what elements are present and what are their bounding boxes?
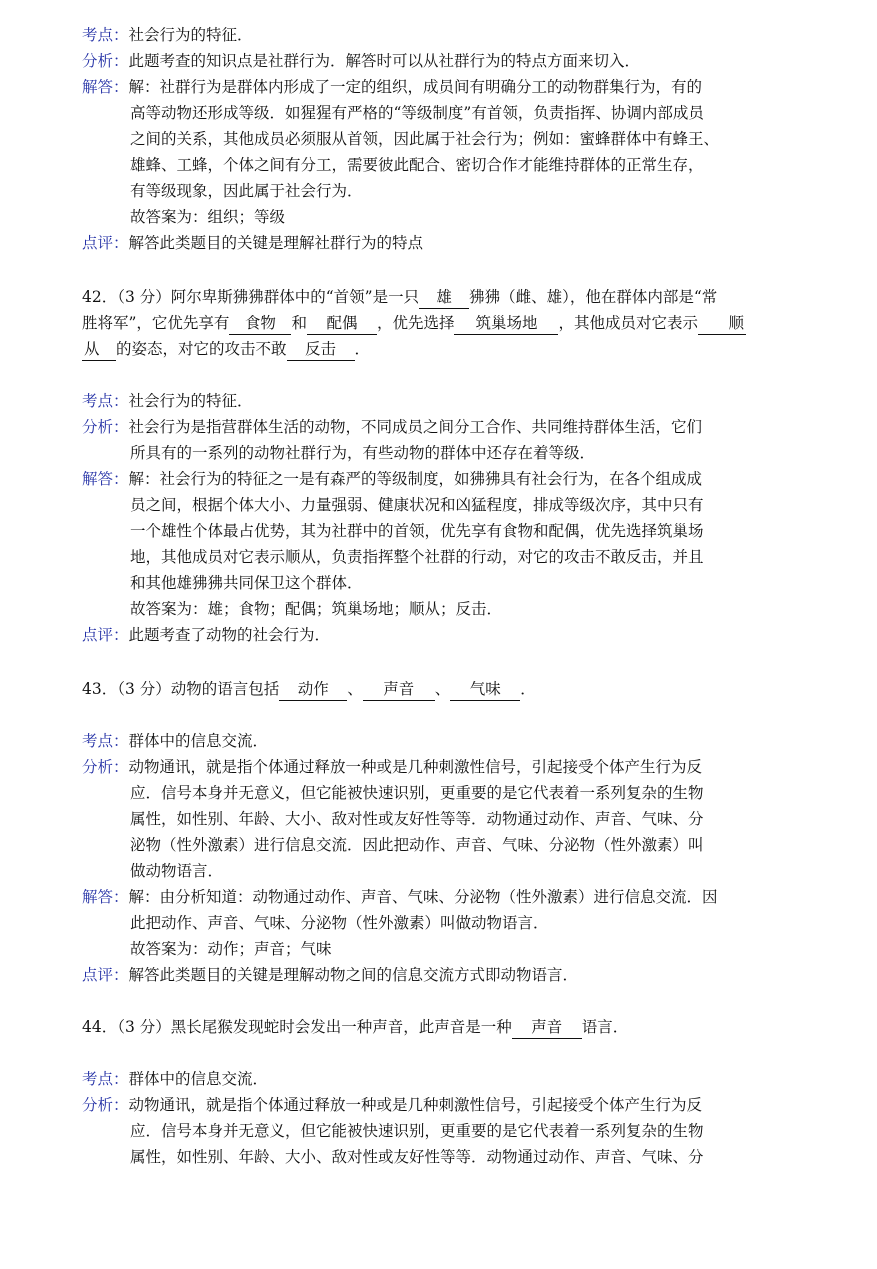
- dianping-row: [82, 622, 782, 648]
- jieda-line: 高等动物还形成等级．如猩猩有严格的“等级制度”有首领，负责指挥、协调内部成员: [130, 104, 704, 122]
- fenxi-line: 所具有的一系列的动物社群行为，有些动物的群体中还存在着等级．: [130, 444, 596, 462]
- jieda-line: 员之间，根据个体大小、力量强弱、健康状况和凶猛程度，排成等级次序，其中只有: [130, 496, 704, 514]
- jieda-label: 解答：: [82, 470, 129, 488]
- question-text: 狒狒（雌、雄），他在群体内部是“常: [469, 288, 718, 306]
- solution-41: [82, 22, 782, 256]
- jieda-row: [82, 884, 782, 910]
- fenxi-label: 分析：: [82, 1096, 129, 1114]
- jieda-line: 有等级现象，因此属于社会行为．: [130, 182, 363, 200]
- fenxi-line: 动物通讯，就是指个体通过释放一种或是几种刺激性信号，引起接受个体产生行为反: [128, 1096, 703, 1114]
- jieda-line: 和其他雄狒狒共同保卫这个群体．: [130, 574, 363, 592]
- dianping-label: 点评：: [82, 626, 129, 644]
- fenxi-line: 属性，如性别、年龄、大小、敌对性或友好性等等．动物通过动作、声音、气味、分: [130, 810, 704, 828]
- question-text: ．: [520, 680, 536, 698]
- fenxi-label: 分析：: [82, 758, 129, 776]
- kaodian-text: 群体中的信息交流．: [128, 1070, 269, 1088]
- fenxi-row: [82, 1092, 782, 1118]
- dianping-text: 解答此类题目的关键是理解动物之间的信息交流方式即动物语言．: [128, 966, 579, 984]
- answer-line: 故答案为：组织；等级: [130, 208, 286, 226]
- fenxi-line: 动物通讯，就是指个体通过释放一种或是几种刺激性信号，引起接受个体产生行为反: [128, 758, 703, 776]
- question-text: ．: [354, 340, 371, 358]
- dianping-text: 解答此类题目的关键是理解社群行为的特点: [128, 234, 424, 252]
- solution-43: [82, 728, 782, 988]
- jieda-line: 解：社群行为是群体内形成了一定的组织，成员间有明确分工的动物群集行为，有的: [128, 78, 703, 96]
- answer-line: 故答案为：动作；声音；气味: [130, 940, 332, 958]
- jieda-row: [82, 74, 782, 100]
- answer-blank: 从: [82, 338, 116, 361]
- kaodian-row: [82, 388, 782, 414]
- question-line: [82, 1014, 782, 1040]
- question-text: 43．（3 分）动物的语言包括: [82, 680, 280, 698]
- kaodian-row: [82, 1066, 782, 1092]
- question-43: [82, 676, 782, 702]
- answer-blank: 气味: [450, 678, 520, 701]
- separator: 、: [347, 680, 363, 698]
- jieda-line: 地，其他成员对它表示顺从，负责指挥整个社群的行动，对它的攻击不敢反击，并且: [130, 548, 704, 566]
- fenxi-line: 属性，如性别、年龄、大小、敌对性或友好性等等．动物通过动作、声音、气味、分: [130, 1148, 704, 1166]
- jieda-line: 之间的关系，其他成员必须服从首领，因此属于社会行为；例如：蜜蜂群体中有蜂王、: [130, 130, 720, 148]
- kaodian-text: 社会行为的特征．: [128, 392, 253, 410]
- dianping-label: 点评：: [82, 234, 129, 252]
- separator: 、: [434, 680, 451, 698]
- answer-blank: 顺: [698, 312, 746, 335]
- answer-blank: 食物: [229, 312, 291, 335]
- question-44: [82, 1014, 782, 1040]
- answer-blank: 动作: [279, 678, 347, 701]
- kaodian-text: 群体中的信息交流．: [128, 732, 269, 750]
- fenxi-line: 社会行为是指营群体生活的动物，不同成员之间分工合作、共同维持群体生活，它们: [128, 418, 703, 436]
- fenxi-row: [82, 48, 782, 74]
- fenxi-row: [82, 414, 782, 440]
- question-text: 和: [291, 314, 307, 332]
- question-text: ，其他成员对它表示: [558, 314, 698, 332]
- kaodian-row: [82, 22, 782, 48]
- fenxi-line: 应．信号本身并无意义，但它能被快速识别，更重要的是它代表着一系列复杂的生物: [130, 784, 704, 802]
- kaodian-label: 考点：: [82, 392, 129, 410]
- question-text: 胜将军”，它优先享有: [82, 314, 230, 332]
- dianping-text: 此题考查了动物的社会行为．: [128, 626, 331, 644]
- jieda-row: [82, 466, 782, 492]
- answer-blank: 声音: [363, 678, 435, 701]
- question-text: 42．（3 分）阿尔卑斯狒狒群体中的“首领”是一只: [82, 288, 420, 306]
- fenxi-row: [82, 754, 782, 780]
- jieda-line: 雄蜂、工蜂，个体之间有分工，需要彼此配合、密切合作才能维持群体的正常生存，: [130, 156, 704, 174]
- question-line: [82, 676, 782, 702]
- solution-44: [82, 1066, 782, 1170]
- kaodian-label: 考点：: [82, 1070, 129, 1088]
- question-42: [82, 284, 782, 362]
- jieda-line: 解：由分析知道：动物通过动作、声音、气味、分泌物（性外激素）进行信息交流．因: [128, 888, 718, 906]
- jieda-line: 一个雄性个体最占优势，其为社群中的首领，优先享有食物和配偶，优先选择筑巢场: [130, 522, 704, 540]
- question-line: [82, 284, 782, 310]
- question-line: [82, 336, 782, 362]
- fenxi-line: 应．信号本身并无意义，但它能被快速识别，更重要的是它代表着一系列复杂的生物: [130, 1122, 704, 1140]
- jieda-line: 解：社会行为的特征之一是有森严的等级制度，如狒狒具有社会行为，在各个组成成: [128, 470, 703, 488]
- kaodian-label: 考点：: [82, 732, 129, 750]
- question-text: 语言．: [581, 1018, 629, 1036]
- question-text: ，优先选择: [376, 314, 455, 332]
- answer-blank: 配偶: [307, 312, 377, 335]
- jieda-label: 解答：: [82, 888, 129, 906]
- solution-42: [82, 388, 782, 648]
- answer-blank: 声音: [512, 1016, 582, 1039]
- kaodian-text: 社会行为的特征．: [128, 26, 253, 44]
- answer-blank: 雄: [419, 286, 469, 309]
- answer-blank: 反击: [287, 338, 355, 361]
- jieda-label: 解答：: [82, 78, 129, 96]
- dianping-row: [82, 230, 782, 256]
- dianping-label: 点评：: [82, 966, 129, 984]
- fenxi-line: 做动物语言．: [130, 862, 224, 880]
- dianping-row: [82, 962, 782, 988]
- fenxi-line: 泌物（性外激素）进行信息交流．因此把动作、声音、气味、分泌物（性外激素）叫: [130, 836, 704, 854]
- kaodian-row: [82, 728, 782, 754]
- fenxi-label: 分析：: [82, 52, 129, 70]
- question-text: 44．（3 分）黑长尾猴发现蛇时会发出一种声音，此声音是一种: [82, 1018, 512, 1036]
- fenxi-text: 此题考查的知识点是社群行为．解答时可以从社群行为的特点方面来切入．: [128, 52, 641, 70]
- fenxi-label: 分析：: [82, 418, 129, 436]
- answer-line: 故答案为：雄；食物；配偶；筑巢场地；顺从；反击．: [130, 600, 503, 618]
- question-text: 的姿态，对它的攻击不敢: [116, 340, 287, 358]
- kaodian-label: 考点：: [82, 26, 129, 44]
- jieda-line: 此把动作、声音、气味、分泌物（性外激素）叫做动物语言．: [130, 914, 549, 932]
- question-line: [82, 310, 782, 336]
- answer-blank: 筑巢场地: [454, 312, 558, 335]
